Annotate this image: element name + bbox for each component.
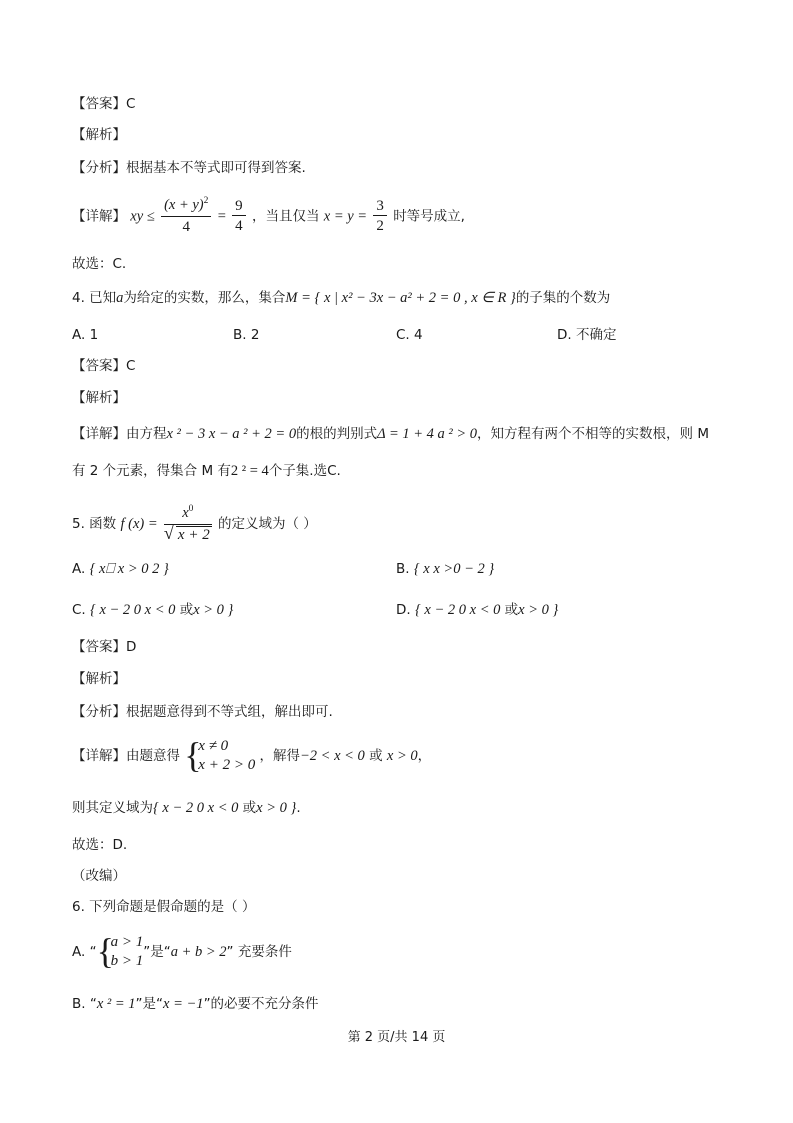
q5-detail: 【详解】由题意得 { x ≠ 0 x + 2 > 0 ，解得−2 < x < 0 或 x > 0， (72, 735, 432, 775)
q4-option-b: B. 2 (233, 327, 260, 343)
q3-detail-label: 【详解】 (72, 208, 126, 225)
q3-fenxi: 【分析】根据基本不等式即可得到答案. (72, 160, 306, 176)
q5-option-d: D. { x − 2 0 x < 0 或x > 0 } (396, 602, 559, 618)
q6-option-a: A. “ { a > 1 b > 1 ”是“a + b > 2” 充要条件 (72, 931, 292, 971)
q5-note: （改编） (72, 868, 126, 884)
q3-mid-text: ，当且仅当 (251, 208, 320, 225)
q3-fraction-1: $\frac{(x + y)^2}{4}$ (161, 196, 211, 237)
q3-xy: xy ≤ (130, 208, 155, 225)
q3-detail (72, 196, 465, 237)
q5-answer: 【答案】D (72, 639, 137, 655)
q3-eq: = (217, 208, 226, 225)
q5-fx: f (x) = (120, 516, 158, 532)
q4-stem: 4. 已知a为给定的实数，那么，集合M = { x | x² − 3x − a² + 2 = 0 , x ∈ R }的子集的个数为 (72, 290, 611, 306)
q3-tail: 时等号成立, (393, 208, 465, 225)
q5-fenxi: 【分析】根据题意得到不等式组，解出即可. (72, 704, 333, 720)
q4-answer: 【答案】C (72, 358, 136, 374)
q3-fraction-3: $\frac{3}{2}$ (373, 197, 387, 236)
q4-option-a: A. 1 (72, 327, 99, 343)
q4-a: a (116, 290, 124, 306)
q5-fraction: $x^0$ √ x + 2 (163, 503, 210, 543)
q4-detail-line1: 【详解】由方程x ² − 3 x − a ² + 2 = 0的根的判别式Δ = 1 + 4 a ² > 0，知方程有两个不相等的实数根，则 M (72, 426, 709, 442)
q4-option-c: C. 4 (396, 327, 423, 343)
q5-stem: 5. 函数 f (x) = $x^0$ √ x + 2 的定义域为（ ） (72, 503, 317, 543)
q5-choose: 故选：D. (72, 837, 128, 853)
q6-option-a-system: { a > 1 b > 1 (96, 931, 144, 971)
q5-inequality-system: { x ≠ 0 x + 2 > 0 (184, 735, 256, 775)
q5-analysis-label: 【解析】 (72, 671, 126, 687)
q3-choose: 故选：C. (72, 256, 127, 272)
q5-domain: 则其定义域为{ x − 2 0 x < 0 或x > 0 }. (72, 800, 301, 816)
page-footer: 第 2 页/共 14 页 (347, 1030, 446, 1045)
q6-option-b: B. “x ² = 1”是“x = −1”的必要不充分条件 (72, 996, 319, 1012)
q5-option-c: C. { x − 2 0 x < 0 或x > 0 } (72, 602, 234, 618)
q3-analysis-label: 【解析】 (72, 127, 126, 143)
q3-answer: 【答案】C (72, 96, 136, 112)
q4-option-d: D. 不确定 (557, 327, 617, 343)
q3-fraction-2: $\frac{9}{4}$ (232, 197, 246, 236)
q5-option-a: A. { x⎕ x > 0 2 } (72, 561, 169, 577)
q5-option-b: B. { x x >0 − 2 } (396, 561, 495, 577)
q6-stem: 6. 下列命题是假命题的是（ ） (72, 899, 256, 915)
q4-detail-line2: 有 2 个元素，得集合 M 有2 ² = 4个子集.选C. (72, 463, 341, 479)
q3-x-eq-y: x = y = (323, 208, 368, 225)
q4-set: M = { x | x² − 3x − a² + 2 = 0 , x ∈ R } (285, 290, 516, 306)
q4-analysis-label: 【解析】 (72, 390, 126, 406)
